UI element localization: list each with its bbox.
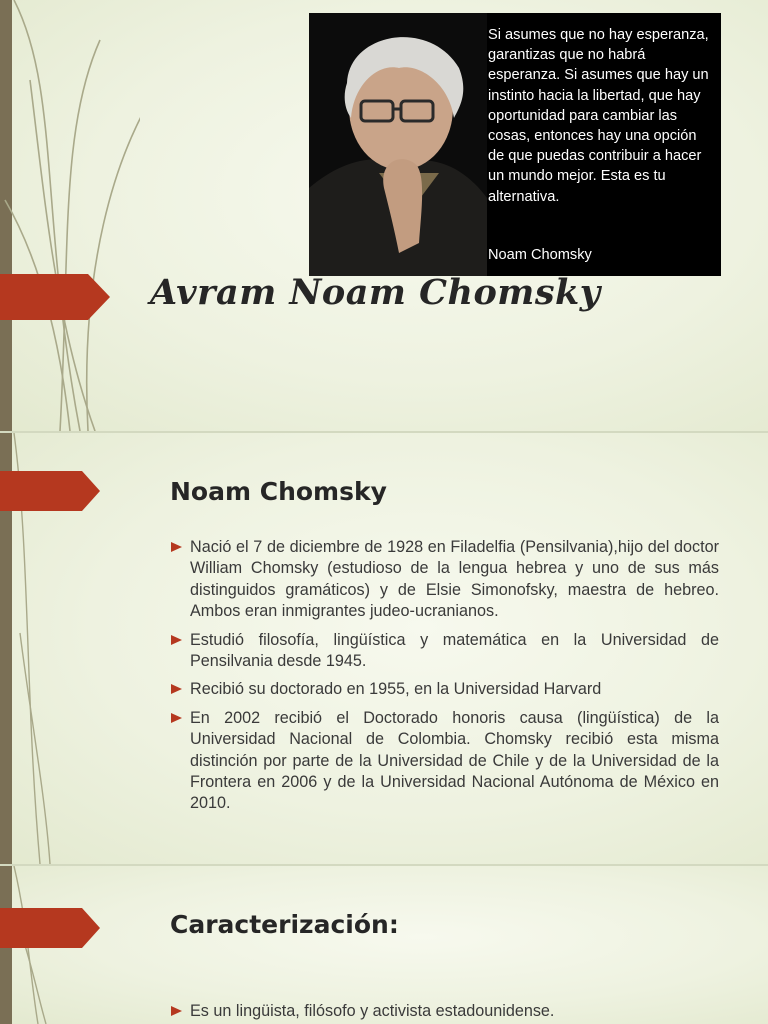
list-item <box>170 708 719 815</box>
vine-decoration <box>0 0 140 431</box>
list-item <box>170 630 719 673</box>
arrow-bullet-icon <box>171 635 182 645</box>
list-item-text: Es un lingüista, filósofo y activista estadounidense. <box>190 1002 555 1020</box>
list-item-text: Recibió su doctorado en 1955, en la Universidad Harvard <box>190 680 602 699</box>
chomsky-portrait-image <box>309 13 487 276</box>
list-item <box>170 679 719 700</box>
arrow-bullet-icon <box>171 684 182 694</box>
slide-title <box>0 0 768 431</box>
red-arrow-tab-icon <box>0 274 110 320</box>
red-arrow-tab-icon <box>0 471 100 511</box>
list-item-text: Nació el 7 de diciembre de 1928 en Filadelfia (Pensilvania),hijo del doctor William Chomsky (estudioso de la lengua hebrea y uno de sus más distinguidos gramáticos) y de Elsie Simonofsky, maestra de hebreo. Ambos eran inmigrantes judeo-ucranianos. <box>190 538 719 621</box>
bullet-list <box>170 537 719 822</box>
arrow-bullet-icon <box>171 542 182 552</box>
list-item <box>170 1001 719 1022</box>
section-heading: Noam Chomsky <box>170 477 387 506</box>
bullet-list <box>170 1001 719 1024</box>
list-item-text: Estudió filosofía, lingüística y matemática en la Universidad de Pensilvania desde 1945. <box>190 630 719 671</box>
slide-biography <box>0 433 768 864</box>
list-item-text: En 2002 recibió el Doctorado honoris causa (lingüística) de la Universidad Nacional de Colombia. Chomsky recibió esta misma distinción por parte de la Universidad de Chile y de la Universidad de la Frontera en 2006 y de la Universidad Nacional Autónoma de México en 2010. <box>190 708 719 813</box>
slide-characterization <box>0 866 768 1024</box>
arrow-bullet-icon <box>171 713 182 723</box>
quote-image <box>309 13 721 276</box>
quote-text: Si asumes que no hay esperanza, garantizas que no habrá esperanza. Si asumes que hay un instinto hacia la libertad, que hay oportunidad para cambiar las cosas, entonces hay una opción de que puedas contribuir a hacer un mundo mejor. Esta es tu alternativa. <box>488 27 709 205</box>
arrow-bullet-icon <box>171 1006 182 1016</box>
red-arrow-tab-icon <box>0 908 100 948</box>
quote-author: Noam Chomsky <box>488 247 592 263</box>
list-item <box>170 537 719 623</box>
slide-title-text: Avram Noam Chomsky <box>150 272 601 313</box>
section-heading: Caracterización: <box>170 910 399 939</box>
